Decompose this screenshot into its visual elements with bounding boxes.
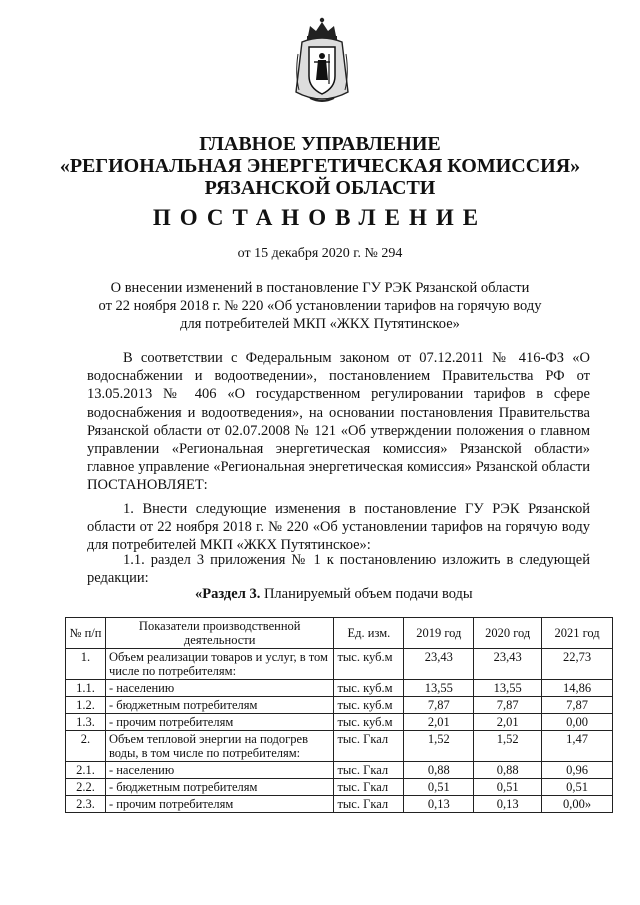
item-1-paragraph: 1. Внести следующие изменения в постановление ГУ РЭК Рязанской области от 22 ноября 2018 г. № 220 «Об установлении тарифов на горячую воду для потребителей МКП «ЖКХ Путятинское»: [87,501,590,554]
table-row [66,680,613,697]
header-2020: 2020 год [474,618,542,649]
row-name: - населению [105,680,334,697]
row-2019: 7,87 [404,697,474,714]
row-unit: тыс. Гкал [334,731,404,762]
preamble-paragraph: В соответствии с Федеральным законом от 07.12.2011 № 416-ФЗ «О водоснабжении и водоотведении», постановлением Правительства РФ от 13.05.2013 № 406 «О государственном регулировании тарифов в сфере водоснабжения и водоотведения», на основании постановления Правительства Рязанской области от 02.07.2008 № 121 «Об утверждении положения о главном управлении «Региональная энергетическая комиссия» Рязанской области» главное управление «Региональная энергетическая комиссия» Рязанской области ПОСТАНОВЛЯЕТ: [87,350,590,494]
row-unit: тыс. Гкал [334,796,404,813]
row-name: - прочим потребителям [105,796,334,813]
row-2021: 0,51 [542,779,613,796]
row-name: - бюджетным потребителям [105,697,334,714]
table-row [66,697,613,714]
row-name: - бюджетным потребителям [105,779,334,796]
row-2020: 0,51 [474,779,542,796]
header-line-2: «РЕГИОНАЛЬНАЯ ЭНЕРГЕТИЧЕСКАЯ КОМИССИЯ» [59,155,581,177]
row-2019: 1,52 [404,731,474,762]
row-2021: 0,96 [542,762,613,779]
table-row [66,796,613,813]
table-header-row [66,618,613,649]
row-2020: 13,55 [474,680,542,697]
row-2020: 1,52 [474,731,542,762]
item-1-1-paragraph: 1.1. раздел 3 приложения № 1 к постановлению изложить в следующей редакции: [87,552,590,587]
row-no: 1.2. [66,697,106,714]
row-2021: 0,00» [542,796,613,813]
row-2019: 0,51 [404,779,474,796]
row-unit: тыс. куб.м [334,697,404,714]
table-row [66,714,613,731]
section-title [195,586,473,603]
row-name: Объем реализации товаров и услуг, в том числе по потребителям: [105,649,334,680]
row-name: - населению [105,762,334,779]
row-no: 1.3. [66,714,106,731]
header-line-1: ГЛАВНОЕ УПРАВЛЕНИЕ [199,133,441,155]
header-2019: 2019 год [404,618,474,649]
header-indicator: Показатели производственной деятельности [105,618,334,649]
row-name: - прочим потребителям [105,714,334,731]
header-line-3: РЯЗАНСКОЙ ОБЛАСТИ [204,177,436,199]
row-2020: 7,87 [474,697,542,714]
row-2020: 23,43 [474,649,542,680]
row-2019: 0,13 [404,796,474,813]
row-2021: 1,47 [542,731,613,762]
subject-line-2: от 22 ноября 2018 г. № 220 «Об установлении тарифов на горячую воду [98,298,542,314]
document-date-number: от 15 декабря 2020 г. № 294 [237,246,403,261]
row-no: 2. [66,731,106,762]
row-unit: тыс. куб.м [334,680,404,697]
row-2019: 2,01 [404,714,474,731]
row-no: 2.3. [66,796,106,813]
row-name: Объем тепловой энергии на подогрев воды, в том числе по потребителям: [105,731,334,762]
row-2021: 14,86 [542,680,613,697]
section-title-rest: Планируемый объем подачи воды [260,586,473,602]
row-2020: 0,13 [474,796,542,813]
row-no: 1. [66,649,106,680]
row-2019: 0,88 [404,762,474,779]
table-row [66,649,613,680]
header-no: № п/п [66,618,106,649]
water-supply-volume-table [65,617,613,813]
table-row [66,779,613,796]
row-unit: тыс. куб.м [334,649,404,680]
row-2021: 0,00 [542,714,613,731]
document-title: ПОСТАНОВЛЕНИЕ [152,205,488,230]
row-no: 2.1. [66,762,106,779]
row-2019: 13,55 [404,680,474,697]
row-2021: 7,87 [542,697,613,714]
table-row [66,762,613,779]
header-2021: 2021 год [542,618,613,649]
document-subject [80,279,560,333]
subject-line-1: О внесении изменений в постановление ГУ РЭК Рязанской области [110,280,530,296]
row-2020: 2,01 [474,714,542,731]
row-no: 2.2. [66,779,106,796]
row-unit: тыс. Гкал [334,779,404,796]
header-unit: Ед. изм. [334,618,404,649]
table-row [66,731,613,762]
row-2021: 22,73 [542,649,613,680]
row-unit: тыс. Гкал [334,762,404,779]
subject-line-3: для потребителей МКП «ЖКХ Путятинское» [180,316,460,332]
coat-of-arms-emblem [292,14,352,110]
section-title-bold: «Раздел 3. [195,586,261,602]
row-unit: тыс. куб.м [334,714,404,731]
row-no: 1.1. [66,680,106,697]
row-2019: 23,43 [404,649,474,680]
row-2020: 0,88 [474,762,542,779]
